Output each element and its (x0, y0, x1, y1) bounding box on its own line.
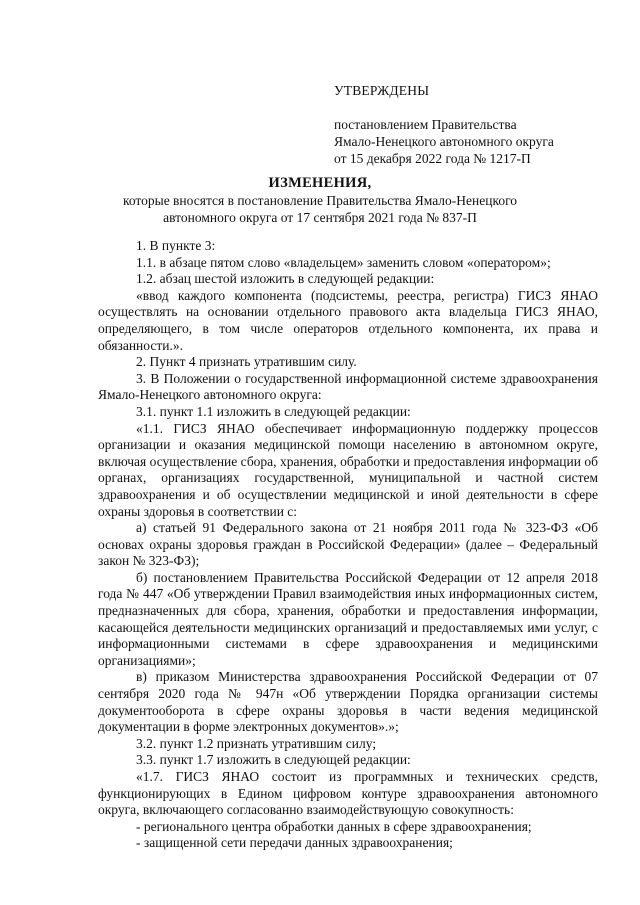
approval-block (334, 82, 624, 167)
paragraph: «1.7. ГИСЗ ЯНАО состоит из программных и технических средств, функционирующих в Едином цифровом контуре здравоохранения автономного округа, включающего согласованно взаимодействующую совокупность: (98, 769, 598, 818)
approval-line-3: от 15 декабря 2022 года № 1217-П (334, 151, 531, 166)
paragraph: - регионального центра обработки данных в сфере здравоохранения; (136, 818, 532, 834)
paragraph: б) постановлением Правительства Российской Федерации от 12 апреля 2018 года № 447 «Об утверждении Правил взаимодействия иных информационных систем, предназначенных для сбора, хранения, обработки и предоставления информации, касающейся деятельности медицинских организаций и предоставляемых ими услуг, с информационными системами в сфере здравоохранения и медицинскими организациями»; (98, 569, 598, 668)
document-title: ИЗМЕНЕНИЯ, (268, 175, 372, 191)
paragraph: 1.2. абзац шестой изложить в следующей редакции: (136, 271, 435, 287)
approval-heading: УТВЕРЖДЕНЫ (334, 83, 430, 98)
paragraph: в) приказом Министерства здравоохранения Российской Федерации от 07 сентября 2020 года № 947н «Об утверждении Порядка организации системы документооборота в сфере охраны здоровья в части ведения медицинской документации в форме электронных документов».»; (98, 669, 598, 735)
approval-line-1: постановлением Правительства (334, 117, 517, 132)
paragraph: 2. Пункт 4 признать утратившим силу. (136, 354, 357, 370)
paragraph: 1.1. в абзаце пятом слово «владельцем» заменить словом «оператором»; (136, 254, 551, 270)
paragraph: а) статьей 91 Федерального закона от 21 ноября 2011 года № 323-ФЗ «Об основах охраны здоровья граждан в Российской Федерации» (далее – Федеральный закон № 323-ФЗ); (98, 520, 598, 569)
paragraph: 3. В Положении о государственной информационной системе здравоохранения Ямало-Ненецкого автономного округа: (98, 370, 598, 403)
paragraph: - защищенной сети передачи данных здравоохранения; (136, 835, 453, 851)
paragraph: «ввод каждого компонента (подсистемы, реестра, регистра) ГИСЗ ЯНАО осуществлять на основании отдельного правового акта владельца ГИСЗ ЯНАО, определяющего, в том числе операторов отдельного компонента, их права и обязанности.». (98, 287, 598, 353)
paragraph: «1.1. ГИСЗ ЯНАО обеспечивает информационную поддержку процессов организации и оказания медицинской помощи населению в автономном округе, включая осуществление сбора, хранения, обработки и предоставления информации об органах, организациях государственной, муниципальной и частной систем здравоохранения и об осуществлении медицинской и иной деятельности в сфере охраны здоровья в соответствии с: (98, 420, 598, 519)
document-subtitle: которые вносятся в постановление Правительства Ямало-Ненецкого автономного округа от 17 сентября 2021 года № 837-П (122, 193, 518, 225)
paragraph: 3.2. пункт 1.2 признать утратившим силу; (136, 735, 377, 751)
approval-line-2: Ямало-Ненецкого автономного округа (334, 134, 554, 149)
paragraph: 3.1. пункт 1.1 изложить в следующей редакции: (136, 403, 411, 419)
paragraph: 1. В пункте 3: (136, 238, 216, 253)
document-body (98, 238, 598, 852)
paragraph: 3.3. пункт 1.7 изложить в следующей редакции: (136, 752, 411, 768)
